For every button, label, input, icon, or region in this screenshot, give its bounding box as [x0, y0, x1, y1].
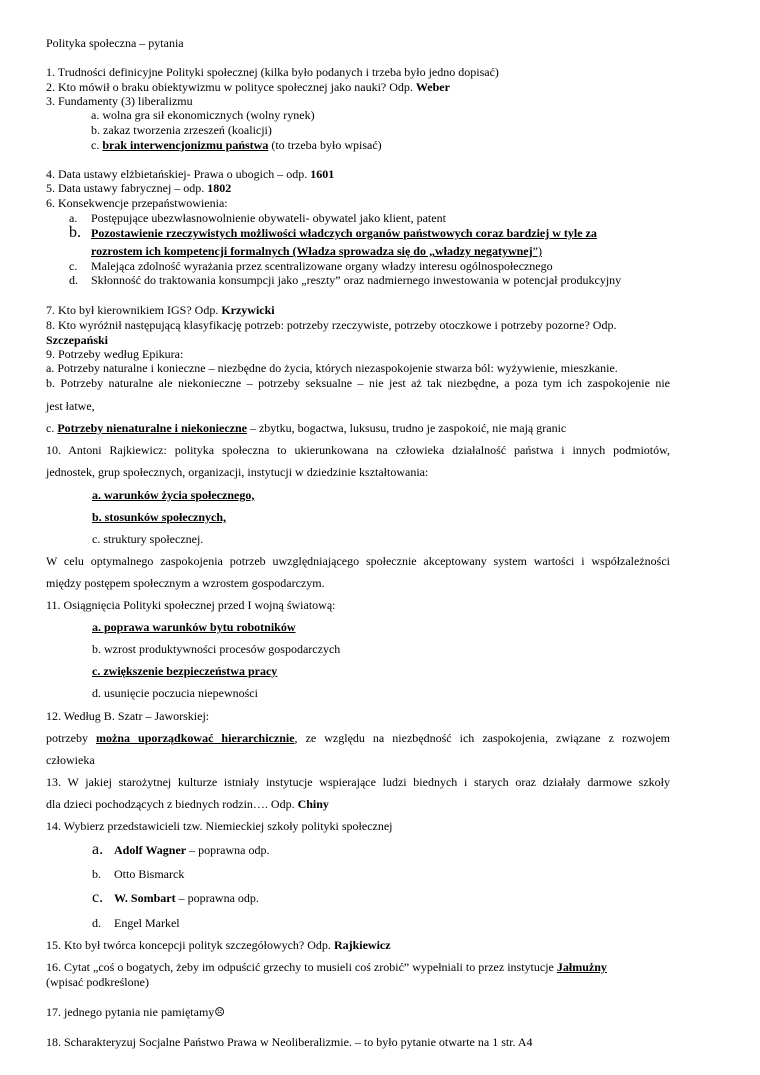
- question-18: 18. Scharakteryzuj Socjalne Państwo Prawa w Neoliberalizmie. – to było pytanie otwarte na 1 str. A4: [46, 1035, 533, 1049]
- q14-item-d: d. Engel Markel: [92, 916, 180, 930]
- question-1: 1. Trudności definicyjne Polityki społecznej (kilka było podanych i trzeba było jedno dopisać): [46, 65, 499, 79]
- answer-16: Jałmużny: [556, 960, 607, 974]
- q10-paragraph: W celu optymalnego zaspokojenia potrzeb uwzględniającego społecznie akceptowany system wartości i współzależności: [46, 554, 670, 568]
- question-12-line: potrzeby można uporządkować hierarchicznie, ze względu na niezbędność ich zaspokojenia, związane z rozwojem: [46, 731, 671, 745]
- q11-item-d: d. usunięcie poczucia niepewności: [92, 686, 258, 700]
- answer-15: Rajkiewicz: [333, 938, 391, 952]
- q10-item-a: a. warunków życia społecznego,: [92, 488, 255, 502]
- question-12: 12. Według B. Szatr – Jaworskiej:: [46, 709, 210, 723]
- q3-item-b: b. zakaz tworzenia zrzeszeń (koalicji): [91, 123, 272, 137]
- document-title: Polityka społeczna – pytania: [46, 36, 184, 50]
- question-11: 11. Osiągnięcia Polityki społecznej przed I wojną światową:: [46, 598, 336, 612]
- question-10: 10. Antoni Rajkiewicz: polityka społeczna to ukierunkowana na człowieka działalność państwa i innych podmiotów,: [46, 443, 670, 457]
- question-5: 5. Data ustawy fabrycznej – odp. 1802: [46, 181, 232, 195]
- sad-face-icon: ☹: [214, 1005, 226, 1019]
- answer-6: Pozostawienie rzeczywistych możliwości władczych organów państwowych coraz bardziej w tyle za: [91, 226, 597, 240]
- q10-item-b: b. stosunków społecznych,: [92, 510, 227, 524]
- question-16: 16. Cytat „coś o bogatych, żeby im odpuścić grzechy to musieli coś zrobić” wypełniali to przez instytucje Jałmużny: [46, 960, 607, 974]
- question-16-cont: (wpisać podkreślone): [46, 975, 149, 989]
- question-12-cont: człowieka: [46, 753, 95, 767]
- question-13: 13. W jakiej starożytnej kulturze istniały instytucje wspierające ludzi biednych i starych oraz działały darmowe szkoły: [46, 775, 670, 789]
- answer-13: Chiny: [297, 797, 329, 811]
- question-15: 15. Kto był twórca koncepcji polityk szczegółowych? Odp. Rajkiewicz: [46, 938, 391, 952]
- question-4: 4. Data ustawy elżbietańskiej- Prawa o ubogich – odp. 1601: [46, 167, 335, 181]
- answer-7: Krzywicki: [221, 303, 275, 317]
- question-6: 6. Konsekwencje przepaństwowienia:: [46, 196, 228, 210]
- q14-item-c: c. W. Sombart – poprawna odp.: [92, 889, 259, 906]
- question-17: 17. jednego pytania nie pamiętamy☹: [46, 1005, 226, 1019]
- answer-5: 1802: [207, 181, 232, 195]
- q6-item-b-cont: rozrostem ich kompetencji formalnych (Władza sprowadza się do „władzy negatywnej”): [91, 244, 542, 258]
- question-14: 14. Wybierz przedstawicieli tzw. Niemieckiej szkoły polityki społecznej: [46, 819, 393, 833]
- answer-2: Weber: [415, 80, 450, 94]
- q6-item-b: b. Pozostawienie rzeczywistych możliwości władczych organów państwowych coraz bardziej w tyle za: [69, 224, 597, 241]
- question-3: 3. Fundamenty (3) liberalizmu: [46, 94, 193, 108]
- q11-item-c: c. zwiększenie bezpieczeństwa pracy: [92, 664, 278, 678]
- q10-item-c: c. struktury społecznej.: [92, 532, 204, 546]
- q3-item-a: a. wolna gra sił ekonomicznych (wolny rynek): [91, 108, 315, 122]
- q9-item-b: b. Potrzeby naturalne ale niekonieczne – potrzeby seksualne – nie jest aż tak niezbędne, a poza tym ich zaspokojenie nie: [46, 376, 670, 390]
- q9-item-a: a. Potrzeby naturalne i konieczne – niezbędne do życia, których niezaspokojenie stwarza ból: wyżywienie, mieszkanie.: [46, 361, 618, 375]
- q10-paragraph-cont: między postępem społecznym a wzrostem gospodarczym.: [46, 576, 325, 590]
- q14-item-a: a. Adolf Wagner – poprawna odp.: [92, 841, 270, 858]
- question-2: 2. Kto mówił o braku obiektywizmu w polityce społecznej jako nauki? Odp. Weber: [46, 80, 450, 94]
- question-9: 9. Potrzeby według Epikura:: [46, 347, 184, 361]
- question-8: 8. Kto wyróżnił następującą klasyfikację potrzeb: potrzeby rzeczywiste, potrzeby otoczkowe i potrzeby pozorne? Odp.: [46, 318, 617, 332]
- question-7: 7. Kto był kierownikiem IGS? Odp. Krzywicki: [46, 303, 275, 317]
- q9-item-c: c. Potrzeby nienaturalne i niekonieczne – zbytku, bogactwa, luksusu, trudno je zaspokoić, nie mają granic: [46, 421, 567, 435]
- answer-4: 1601: [310, 167, 335, 181]
- q14-item-b: b. Otto Bismarck: [92, 867, 185, 881]
- q6-item-d: d. Skłonność do traktowania konsumpcji jako „reszty” oraz nadmiernego inwestowania w potencjał produkcyjny: [69, 273, 622, 287]
- answer-3: brak interwencjonizmu państwa: [102, 138, 269, 152]
- q3-item-c: c. brak interwencjonizmu państwa (to trzeba było wpisać): [91, 138, 382, 152]
- question-10-cont: jednostek, grup społecznych, organizacji, instytucji w dziedzinie kształtowania:: [46, 465, 429, 479]
- q6-item-a: a. Postępujące ubezwłasnowolnienie obywateli- obywatel jako klient, patent: [69, 211, 446, 225]
- answer-12: można uporządkować hierarchicznie: [96, 731, 295, 745]
- q9-item-b-cont: jest łatwe,: [46, 399, 95, 413]
- question-13-cont: dla dzieci pochodzących z biednych rodzin…. Odp. Chiny: [46, 797, 329, 811]
- q11-item-b: b. wzrost produktywności procesów gospodarczych: [92, 642, 341, 656]
- q6-item-c: c. Malejąca zdolność wyrażania przez scentralizowane organy władzy interesu ogólnospołecznego: [69, 259, 553, 273]
- answer-8: Szczepański: [46, 333, 109, 347]
- answer-9: Potrzeby nienaturalne i niekonieczne: [57, 421, 247, 435]
- q11-item-a: a. poprawa warunków bytu robotników: [92, 620, 296, 634]
